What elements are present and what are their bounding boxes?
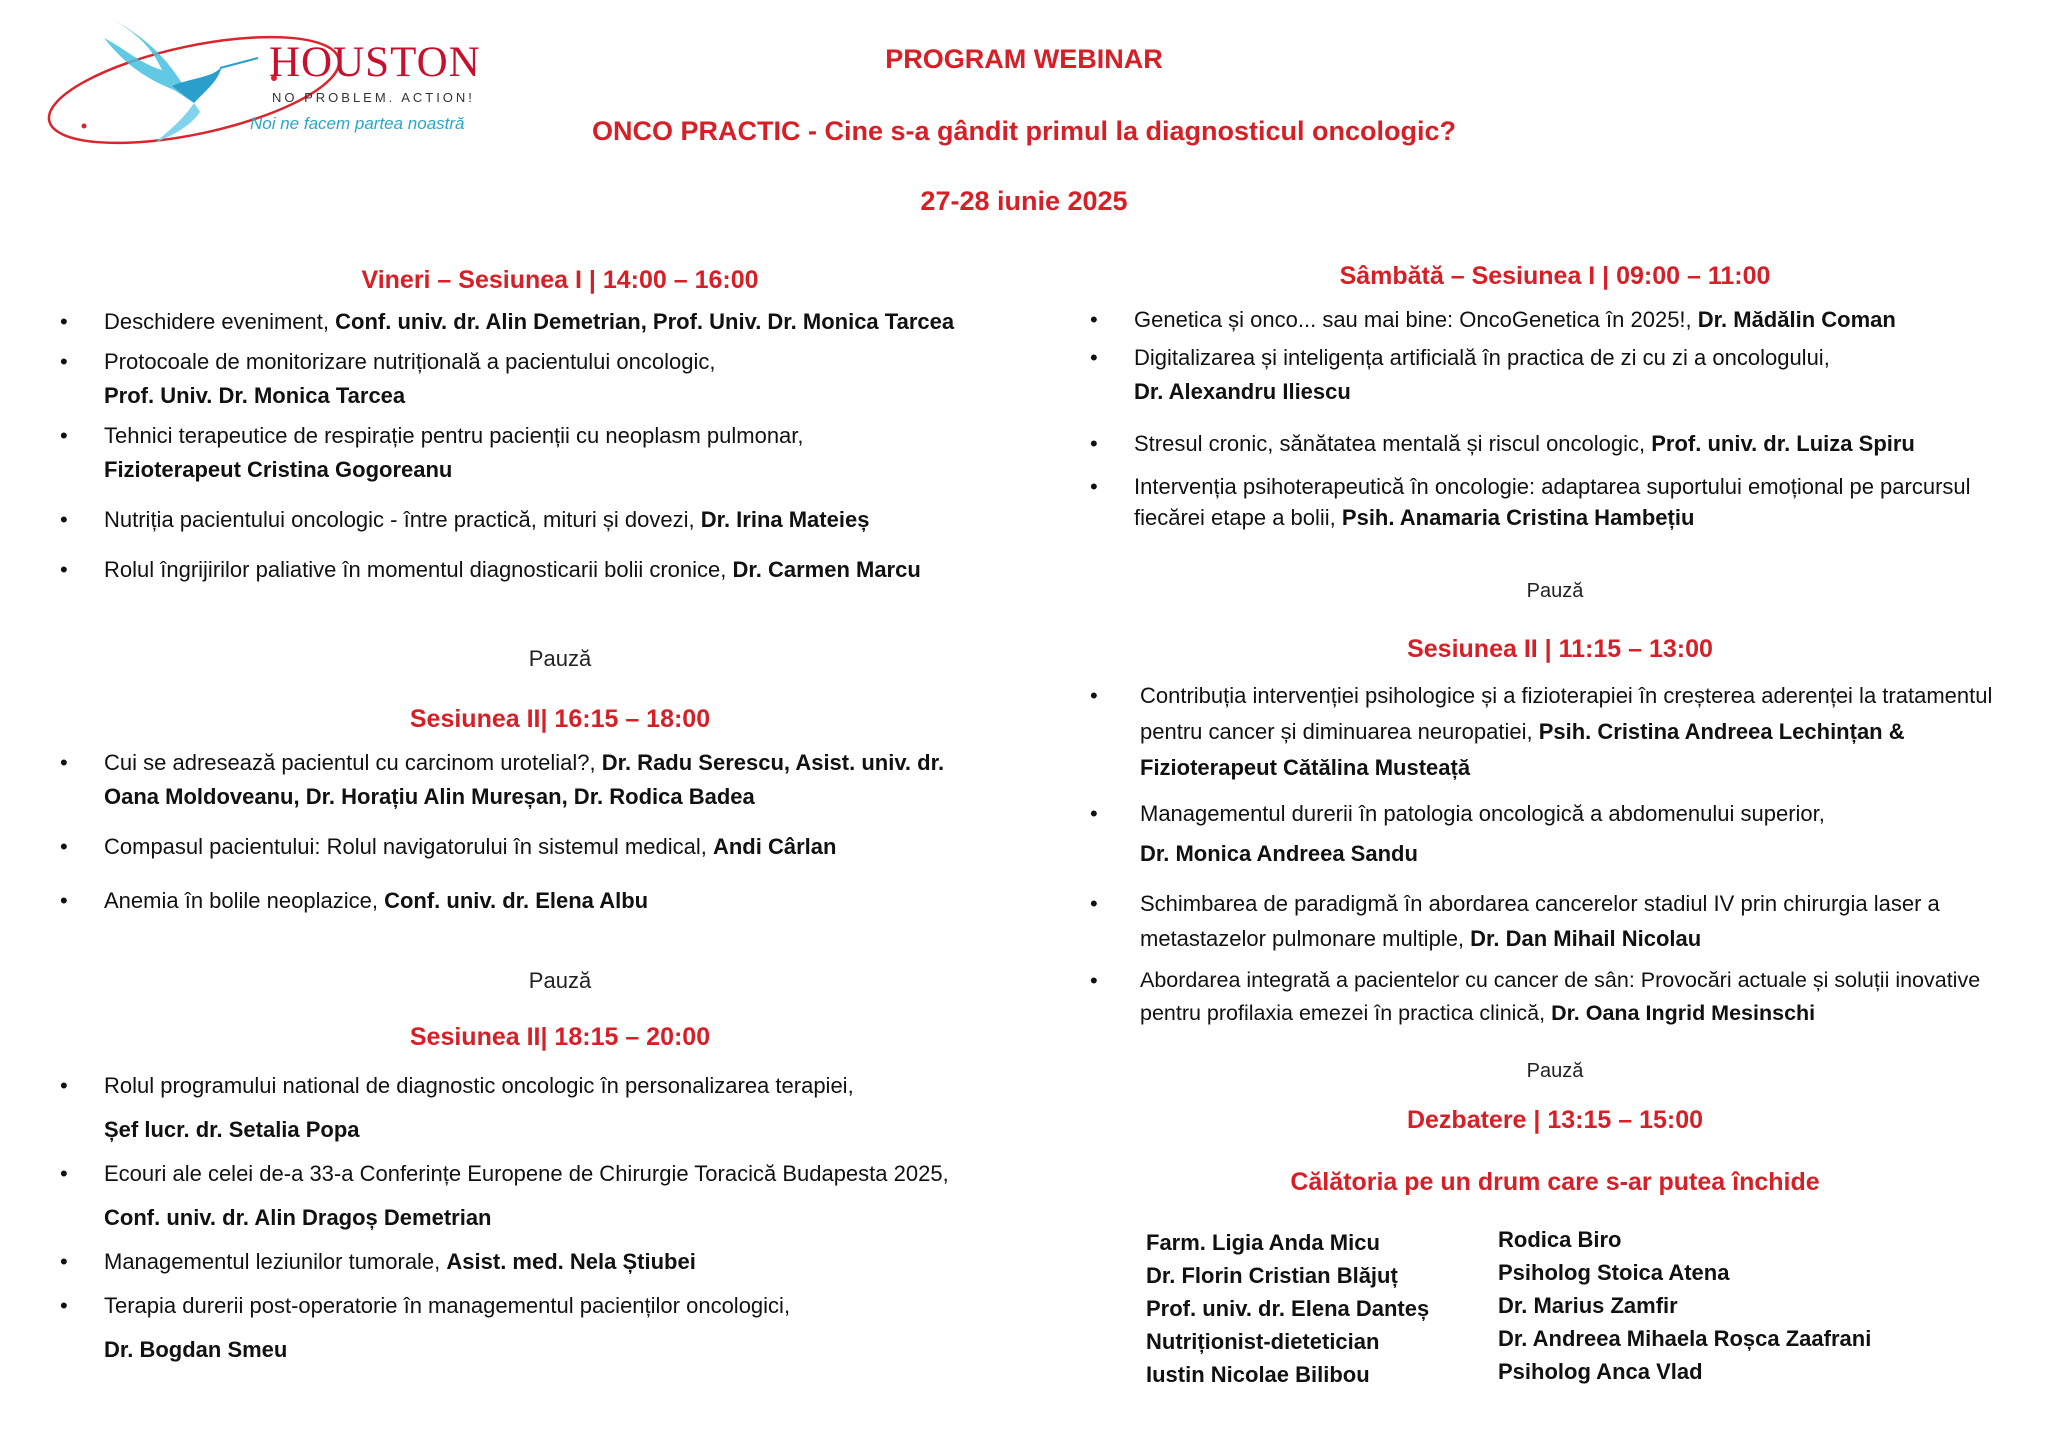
webinar-title: ONCO PRACTIC - Cine s-a gândit primul la diagnosticul oncologic? xyxy=(591,116,1457,146)
panelist-name: Farm. Ligia Anda Micu xyxy=(1146,1230,1380,1255)
session-list xyxy=(60,746,1060,918)
saturday-session-2 xyxy=(1090,635,2030,1030)
friday-session-1 xyxy=(60,266,1060,587)
session-list xyxy=(1090,678,2030,1030)
list-item: • Stresul cronic, sănătatea mentală și riscul oncologic, Prof. univ. dr. Luiza Spiru xyxy=(1090,427,2020,461)
list-item: • Cui se adresează pacientul cu carcinom urotelial?, Dr. Radu Serescu, Asist. univ. dr. Oana Moldoveanu, Dr. Horațiu Alin Mureșan, Dr. Rodica Badea xyxy=(60,746,1060,814)
panelist-name: Psiholog Stoica Atena xyxy=(1498,1260,1730,1285)
list-item: • Contribuția intervenției psihologice și a fizioterapiei în creșterea aderenței la tratamentul pentru cancer și diminuarea neuropatiei, Psih. Cristina Andreea Lechințan & Fizioterapeut Cătălina Musteață xyxy=(1090,678,2030,786)
list-item: • Compasul pacientului: Rolul navigatorului în sistemul medical, Andi Cârlan xyxy=(60,830,1060,864)
program-label: PROGRAM WEBINAR xyxy=(885,44,1163,74)
section-title: Vineri – Sesiunea I | 14:00 – 16:00 xyxy=(361,266,759,294)
session-list xyxy=(60,1064,1060,1372)
list-item: • Ecouri ale celei de-a 33-a Conferințe Europene de Chirurgie Toracică Budapesta 2025, Conf. univ. dr. Alin Dragoș Demetrian xyxy=(60,1152,1060,1240)
session-list xyxy=(1090,303,2020,533)
logo-name: HOUSTON xyxy=(269,39,481,86)
list-item: • Terapia durerii post-operatorie în managementul pacienților oncologici, Dr. Bogdan Smeu xyxy=(60,1284,1060,1372)
webinar-dates: 27-28 iunie 2025 xyxy=(920,186,1128,216)
list-item: • Managementul durerii în patologia oncologică a abdomenului superior, Dr. Monica Andreea Sandu xyxy=(1090,794,2030,874)
panelist-name: Psiholog Anca Vlad xyxy=(1498,1359,1703,1384)
panelist-name: Nutriționist-dietetician xyxy=(1146,1329,1380,1354)
panelist-name: Dr. Florin Cristian Blăjuț xyxy=(1146,1263,1398,1288)
list-item: • Tehnici terapeutice de respirație pentru pacienții cu neoplasm pulmonar, Fizioterapeut Cristina Gogoreanu xyxy=(60,419,1060,487)
section-title: Sesiunea II| 16:15 – 18:00 xyxy=(409,705,711,733)
panelist-name: Rodica Biro xyxy=(1498,1227,1622,1252)
pause-label: Pauză xyxy=(1526,1060,1584,1082)
logo-tagline: NO PROBLEM. ACTION! xyxy=(272,90,475,105)
list-item: • Abordarea integrată a pacientelor cu cancer de sân: Provocări actuale și soluții inovative pentru profilaxia emezei în practica clinică, Dr. Oana Ingrid Mesinschi xyxy=(1090,964,2030,1030)
list-item: • Genetica și onco... sau mai bine: OncoGenetica în 2025!, Dr. Mădălin Coman xyxy=(1090,303,2020,337)
panelist-name: Dr. Marius Zamfir xyxy=(1498,1293,1678,1318)
pause-label: Pauză xyxy=(1526,580,1584,602)
friday-session-3 xyxy=(60,1023,1060,1372)
debate-panel-right xyxy=(1498,1223,1871,1388)
list-item: • Nutriția pacientului oncologic - între practică, mituri și dovezi, Dr. Irina Mateieș xyxy=(60,503,1060,537)
list-item: • Schimbarea de paradigmă în abordarea cancerelor stadiul IV prin chirurgia laser a metastazelor pulmonare multiple, Dr. Dan Mihail Nicolau xyxy=(1090,886,2030,956)
pause-label: Pauză xyxy=(528,968,592,993)
friday-session-2 xyxy=(60,705,1060,918)
panelist-name: Prof. univ. dr. Elena Danteș xyxy=(1146,1296,1430,1321)
list-item: • Digitalizarea și inteligența artificială în practica de zi cu zi a oncologului, Dr. Alexandru Iliescu xyxy=(1090,341,2020,409)
list-item: • Intervenția psihoterapeutică în oncologie: adaptarea suportului emoțional pe parcursul fiecărei etape a bolii, Psih. Anamaria Cristina Hambețiu xyxy=(1090,471,2020,533)
debate-panel-left xyxy=(1146,1226,1429,1391)
panelist-name: Dr. Andreea Mihaela Roșca Zaafrani xyxy=(1498,1326,1872,1351)
saturday-session-1 xyxy=(1090,262,2020,533)
session-list xyxy=(60,305,1060,587)
list-item: • Deschidere eveniment, Conf. univ. dr. Alin Demetrian, Prof. Univ. Dr. Monica Tarcea xyxy=(60,305,1060,339)
list-item: • Managementul leziunilor tumorale, Asist. med. Nela Știubei xyxy=(60,1240,1060,1284)
panelist-name: Iustin Nicolae Bilibou xyxy=(1146,1362,1370,1387)
list-item: • Rolul programului national de diagnostic oncologic în personalizarea terapiei, Șef lucr. dr. Setalia Popa xyxy=(60,1064,1060,1152)
logo-motto: Noi ne facem partea noastră xyxy=(250,114,465,133)
debate-subtitle: Călătoria pe un drum care s-ar putea închide xyxy=(1290,1168,1820,1196)
pause-label: Pauză xyxy=(528,646,592,671)
section-title: Sesiunea II | 11:15 – 13:00 xyxy=(1407,635,1713,663)
list-item: • Protocoale de monitorizare nutrițională a pacientului oncologic, Prof. Univ. Dr. Monica Tarcea xyxy=(60,345,1060,413)
section-title: Sâmbătă – Sesiunea I | 09:00 – 11:00 xyxy=(1339,262,1771,290)
list-item: • Anemia în bolile neoplazice, Conf. univ. dr. Elena Albu xyxy=(60,884,1060,918)
list-item: • Rolul îngrijirilor paliative în momentul diagnosticarii bolii cronice, Dr. Carmen Marcu xyxy=(60,553,1060,587)
section-title: Sesiunea II| 18:15 – 20:00 xyxy=(409,1023,711,1051)
debate-title: Dezbatere | 13:15 – 15:00 xyxy=(1406,1106,1704,1134)
